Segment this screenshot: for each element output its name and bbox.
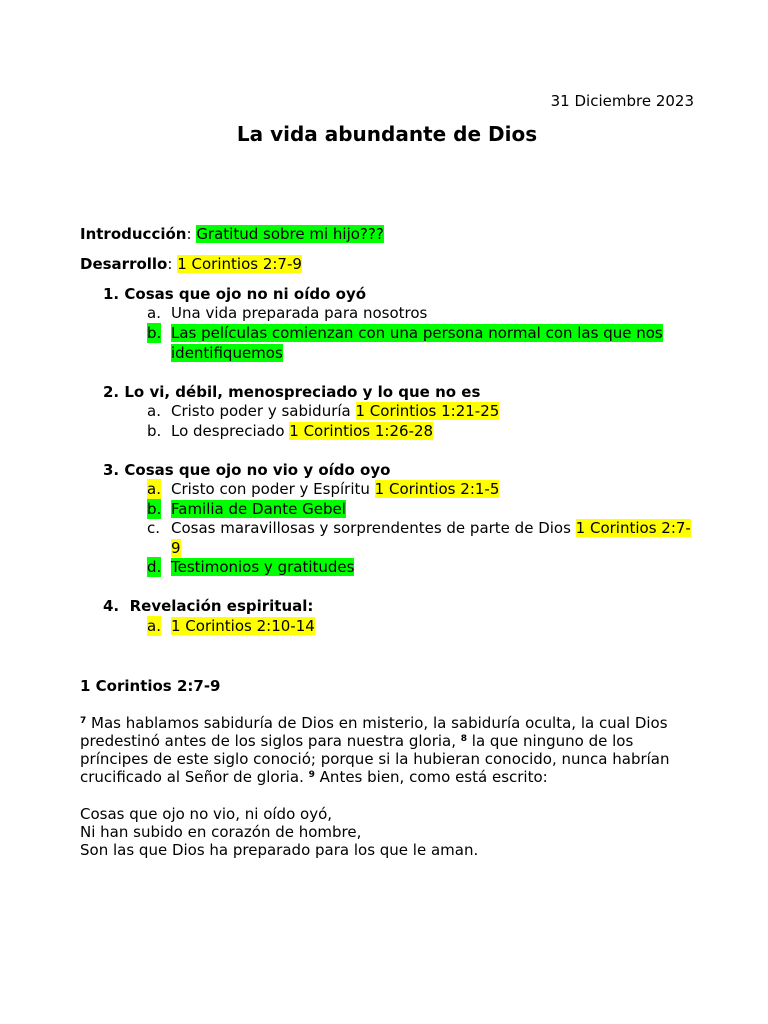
document-title: La vida abundante de Dios [236, 122, 538, 146]
section-heading [103, 596, 313, 616]
list-item-text [171, 518, 691, 538]
list-item-letter: d. [147, 558, 162, 576]
section-heading [103, 382, 480, 402]
list-item-text [171, 557, 354, 577]
list-item-text [171, 616, 315, 636]
list-item-letter: a. [147, 402, 161, 420]
desarrollo-separator: : [167, 255, 173, 273]
verse-number: 9 [308, 770, 315, 780]
list-item-label: Cristo con poder y Espíritu [171, 480, 375, 498]
scripture-reference: 1 Corintios 2:10-14 [171, 617, 315, 635]
passage-text [80, 714, 690, 786]
list-item-label: Cristo poder y sabiduría [171, 402, 356, 420]
desarrollo-label: Desarrollo [80, 255, 168, 273]
list-item-letter: b. [147, 324, 162, 342]
intro-text: Gratitud sobre mi hijo??? [196, 225, 384, 243]
list-item-text: Una vida preparada para nosotros [171, 304, 428, 322]
list-item-text [171, 323, 663, 343]
list-item-text [171, 479, 499, 499]
section-title: Revelación espiritual: [129, 597, 314, 615]
section-number: 2. [103, 383, 120, 401]
poem-line: Ni han subido en corazón de hombre, [80, 823, 362, 841]
section-number: 4. [103, 597, 120, 615]
list-item-letter: a. [147, 304, 161, 322]
scripture-reference: 1 Corintios 1:26-28 [289, 422, 434, 440]
verse-text: Antes bien, como está escrito: [314, 768, 548, 786]
list-item-label: Familia de Dante Gebel [171, 500, 346, 518]
list-item-text [171, 421, 433, 441]
list-item-text [171, 499, 346, 519]
section-heading [103, 284, 366, 304]
scripture-reference: 1 Corintios 2:7- [575, 519, 691, 537]
section-number: 3. [103, 461, 120, 479]
document-date: 31 Diciembre 2023 [550, 92, 694, 110]
list-item-letter: b. [147, 500, 162, 518]
list-item-text-continuation [171, 343, 283, 363]
list-item-letter: b. [147, 422, 162, 440]
scripture-reference-continuation: 9 [171, 539, 181, 557]
scripture-reference: 1 Corintios 2:1-5 [374, 480, 500, 498]
poem-line: Son las que Dios ha preparado para los que le aman. [80, 841, 479, 859]
list-item-text-continuation [171, 538, 181, 558]
scripture-reference: 1 Corintios 1:21-25 [355, 402, 500, 420]
desarrollo-reference: 1 Corintios 2:7-9 [177, 255, 302, 273]
passage-heading: 1 Corintios 2:7-9 [80, 677, 221, 695]
intro-label: Introducción [80, 225, 187, 243]
section-heading [103, 460, 390, 480]
intro-separator: : [186, 225, 192, 243]
list-item-letter: c. [147, 519, 161, 537]
intro-line [80, 224, 384, 244]
list-item-text-line: identifiquemos [171, 344, 283, 362]
list-item-letter: a. [147, 480, 161, 498]
poem [80, 805, 690, 859]
verse-text: Mas hablamos sabiduría de Dios en misterio, la sabiduría oculta, la cual Dios predestinó antes de los siglos para nuestra gloria, [80, 714, 668, 750]
desarrollo-line [80, 254, 302, 274]
section-number: 1. [103, 285, 120, 303]
list-item-text-line: Las películas comienzan con una persona normal con las que nos [171, 324, 663, 342]
section-title: Cosas que ojo no vio y oído oyo [124, 461, 391, 479]
verse-number: 7 [80, 716, 87, 726]
verse-number: 8 [460, 734, 468, 744]
poem-line: Cosas que ojo no vio, ni oído oyó, [80, 805, 333, 823]
list-item-label: Cosas maravillosas y sorprendentes de parte de Dios [171, 519, 576, 537]
section-title: Lo vi, débil, menospreciado y lo que no es [124, 383, 481, 401]
list-item-label: Lo despreciado [171, 422, 290, 440]
verse-text: la que ninguno de los príncipes de este siglo conoció; porque si la hubieran conocido, nunca habrían crucificado al Señor de gloria. [80, 732, 670, 786]
list-item-letter: a. [147, 617, 161, 635]
list-item-label: Testimonios y gratitudes [171, 558, 355, 576]
list-item-text [171, 401, 499, 421]
section-title: Cosas que ojo no ni oído oyó [124, 285, 367, 303]
